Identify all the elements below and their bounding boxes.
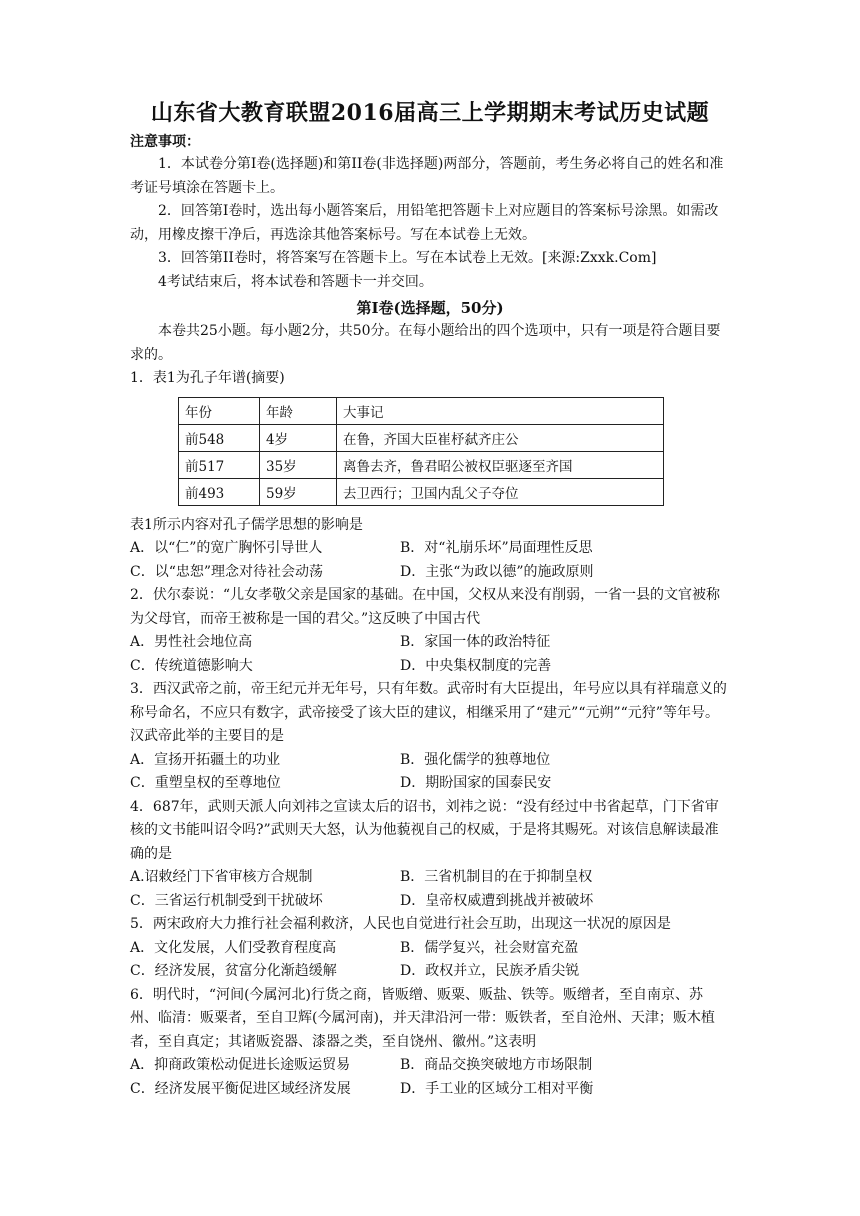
option-d: D．期盼国家的国泰民安 <box>400 775 552 791</box>
question-5-options <box>130 937 730 984</box>
option-a: A．宣扬开拓疆土的功业 <box>130 751 281 768</box>
option-c: C．重塑皇权的至尊地位 <box>130 775 281 791</box>
question-1-stem: 1．表1为孔子年谱(摘要) <box>130 370 285 386</box>
table-row <box>179 478 664 505</box>
table-row <box>179 424 664 451</box>
option-b: B．三省机制目的在于抑制皇权 <box>400 869 593 885</box>
option-b: B．对“礼崩乐坏”局面理性反思 <box>400 540 593 556</box>
table-cell: 离鲁去齐，鲁君昭公被权臣驱逐至齐国 <box>337 451 664 478</box>
question-3-options <box>130 749 730 796</box>
question-4-stem: 4．687年，武则天派人向刘祎之宣读太后的诏书，刘祎之说：“没有经过中书省起草，门下省审核的文书能叫诏令吗?”武则天大怒，认为他藐视自己的权威，于是将其赐死。对该信息解读最准确的是 <box>130 798 719 862</box>
question-1-options <box>130 537 730 584</box>
question-2-options <box>130 631 730 678</box>
option-c: C．以“忠恕”理念对待社会动荡 <box>130 563 324 580</box>
table-cell: 前548 <box>179 424 260 451</box>
question-2-stem: 2．伏尔泰说：“儿女孝敬父亲是国家的基础。在中国，父权从来没有削弱，一省一县的文官被称为父母官，而帝王被称是一国的君父。”这反映了中国古代 <box>130 587 721 627</box>
notice-item-4: 4考试结束后，将本试卷和答题卡一并交回。 <box>158 273 433 290</box>
question-5-stem: 5．两宋政府大力推行社会福利救济，人民也自觉进行社会互助，出现这一状况的原因是 <box>130 916 671 932</box>
table-cell: 去卫西行；卫国内乱父子夺位 <box>337 478 664 505</box>
table-cell: 在鲁，齐国大臣崔杼弑齐庄公 <box>337 424 664 451</box>
option-a: A．抑商政策松动促进长途贩运贸易 <box>130 1057 351 1073</box>
option-d: D．主张“为政以德”的施政原则 <box>400 563 594 580</box>
option-a: A．男性社会地位高 <box>130 634 253 650</box>
option-c: C．经济发展，贫富分化渐趋缓解 <box>130 963 337 979</box>
table-cell: 59岁 <box>260 478 337 505</box>
option-d: D．皇帝权威遭到挑战并被破坏 <box>400 892 594 909</box>
table-header-cell: 年龄 <box>260 397 337 424</box>
option-b: B．商品交换突破地方市场限制 <box>400 1057 593 1073</box>
question-6-options <box>130 1054 730 1101</box>
option-a: A.诏敕经门下省审核方合规制 <box>130 869 313 885</box>
section-intro: 本卷共25小题。每小题2分，共50分。在每小题给出的四个选项中，只有一项是符合题目要求的。 <box>130 323 721 363</box>
table-cell: 35岁 <box>260 451 337 478</box>
page-title: 山东省大教育联盟2016届高三上学期期末考试历史试题 <box>150 100 710 126</box>
section-title: 第Ⅰ卷(选择题，50分) <box>356 299 504 317</box>
notice-label: 注意事项： <box>130 134 200 150</box>
notice-item-3: 3．回答第II卷时，将答案写在答题卡上。写在本试卷上无效。[来源:Zxxk.Com] <box>158 250 657 266</box>
confucius-chronology-table <box>178 397 664 506</box>
table-cell: 前517 <box>179 451 260 478</box>
option-d: D．手工业的区域分工相对平衡 <box>400 1080 594 1097</box>
option-d: D．政权并立，民族矛盾尖锐 <box>400 963 580 979</box>
table-cell: 4岁 <box>260 424 337 451</box>
notice-item-1: 1．本试卷分第I卷(选择题)和第II卷(非选择题)两部分，答题前，考生务必将自己的姓名和准考证号填涂在答题卡上。 <box>130 156 724 196</box>
option-c: C．三省运行机制受到干扰破坏 <box>130 892 323 909</box>
question-1-question: 表1所示内容对孔子儒学思想的影响是 <box>130 516 363 533</box>
table-row <box>179 451 664 478</box>
option-b: B．强化儒学的独尊地位 <box>400 751 551 768</box>
option-c: C．经济发展平衡促进区域经济发展 <box>130 1080 351 1097</box>
table-header-row <box>179 397 664 424</box>
option-b: B．儒学复兴，社会财富充盈 <box>400 939 579 956</box>
question-3-stem: 3．西汉武帝之前，帝王纪元并无年号，只有年数。武帝时有大臣提出，年号应以具有祥瑞意义的称号命名，不应只有数字，武帝接受了该大臣的建议，相继采用了“建元”“元朔”“元狩”等年号。汉武帝此举的主要目的是 <box>130 681 727 744</box>
question-6-stem: 6．明代时，“河间(今属河北)行货之商，皆贩缯、贩粟、贩盐、铁等。贩缯者，至自南京、苏州、临清：贩粟者，至自卫辉(今属河南)，并天津沿河一带：贩铁者，至自沧州、天津；贩木植者，至自真定；其诸贩瓷器、漆器之类，至自饶州、徽州。”这表明 <box>130 986 715 1050</box>
option-a: A．以“仁”的宽广胸怀引导世人 <box>130 540 323 556</box>
option-a: A．文化发展，人们受教育程度高 <box>130 939 337 956</box>
table-cell: 前493 <box>179 478 260 505</box>
table-header-cell: 大事记 <box>337 397 664 424</box>
notice-item-2: 2．回答第I卷时，选出每小题答案后，用铅笔把答题卡上对应题目的答案标号涂黑。如需改动，用橡皮擦干净后，再选涂其他答案标号。写在本试卷上无效。 <box>130 203 719 243</box>
table-header-cell: 年份 <box>179 397 260 424</box>
option-b: B．家国一体的政治特征 <box>400 634 551 650</box>
question-4-options <box>130 866 730 913</box>
option-c: C．传统道德影响大 <box>130 657 253 674</box>
option-d: D．中央集权制度的完善 <box>400 657 552 674</box>
